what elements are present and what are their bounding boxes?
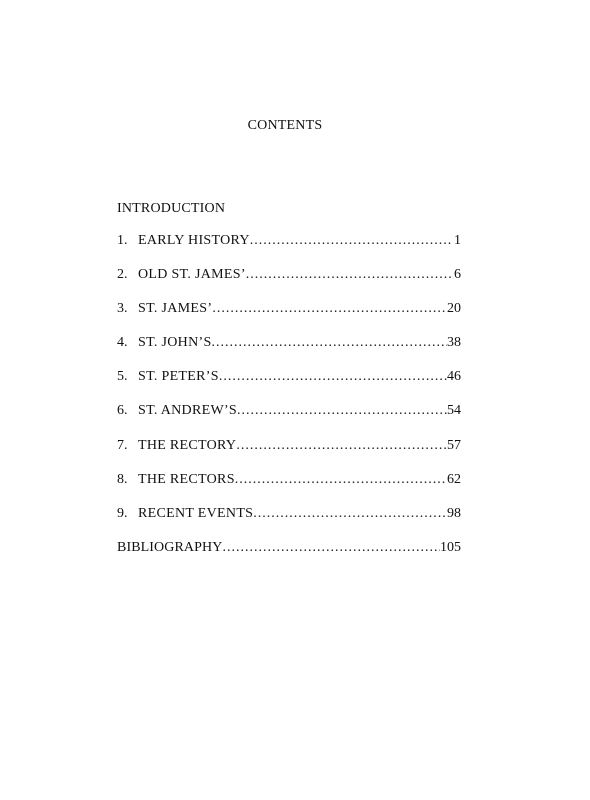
toc-entry-page: 38 xyxy=(447,335,461,351)
toc-entry-number: 2. xyxy=(117,267,128,283)
toc-entry xyxy=(117,233,461,267)
toc-entry xyxy=(117,438,461,472)
toc-leader-dots xyxy=(212,301,447,317)
toc-entry-page: 6 xyxy=(454,267,461,283)
toc-entry-title: RECENT EVENTS xyxy=(138,505,254,521)
toc-leader-dots xyxy=(246,267,451,283)
toc-entry-page: 54 xyxy=(447,403,461,419)
toc-entry-title: OLD ST. JAMES’ xyxy=(138,267,246,283)
toc-entry-number: 7. xyxy=(117,437,128,453)
toc-entry-page: 1 xyxy=(454,233,461,248)
toc-entry-title: EARLY HISTORY xyxy=(138,233,250,248)
toc-entry-number: 4. xyxy=(117,335,128,351)
toc-entry-page: 105 xyxy=(440,539,461,555)
toc-entry-title: THE RECTORS xyxy=(138,471,235,487)
toc-entry-bibliography xyxy=(117,540,461,574)
toc-entry-page: 98 xyxy=(447,505,461,521)
toc-entry-number: 6. xyxy=(117,403,128,419)
toc-entry-title: ST. ANDREW’S xyxy=(138,403,238,419)
toc-leader-dots xyxy=(253,506,447,522)
toc-leader-dots xyxy=(236,438,447,454)
toc-entry-page: 46 xyxy=(447,369,461,385)
toc-entry-title: ST. JAMES’ xyxy=(138,301,213,317)
toc-entry-number: 1. xyxy=(117,233,128,248)
toc-entry-number: 9. xyxy=(117,505,128,521)
toc-leader-dots xyxy=(219,369,447,385)
toc-entry xyxy=(117,403,461,437)
toc-entry-number: 8. xyxy=(117,471,128,487)
toc-entry-page: 62 xyxy=(447,471,461,487)
toc-entry xyxy=(117,369,461,403)
toc-entry-title: ST. JOHN’S xyxy=(138,335,212,351)
toc-introduction: INTRODUCTION xyxy=(117,201,226,216)
toc-entry-title: BIBLIOGRAPHY xyxy=(117,539,223,555)
toc-leader-dots xyxy=(237,403,447,419)
toc-entry-title: THE RECTORY xyxy=(138,437,237,453)
toc-leader-dots xyxy=(235,472,447,488)
toc-entry-page: 57 xyxy=(447,437,461,453)
toc-leader-dots xyxy=(222,540,440,556)
toc-entry xyxy=(117,506,461,540)
toc-entry-number: 3. xyxy=(117,301,128,317)
toc-entry xyxy=(117,472,461,506)
toc-leader-dots xyxy=(250,233,451,249)
toc-entry-title: ST. PETER’S xyxy=(138,369,219,385)
toc-entry-page: 20 xyxy=(447,301,461,317)
toc-entry xyxy=(117,267,461,301)
toc-entry xyxy=(117,335,461,369)
table-of-contents xyxy=(117,233,461,574)
toc-entry-number: 5. xyxy=(117,369,128,385)
toc-leader-dots xyxy=(212,335,447,351)
toc-entry xyxy=(117,301,461,335)
contents-heading: CONTENTS xyxy=(247,118,323,133)
